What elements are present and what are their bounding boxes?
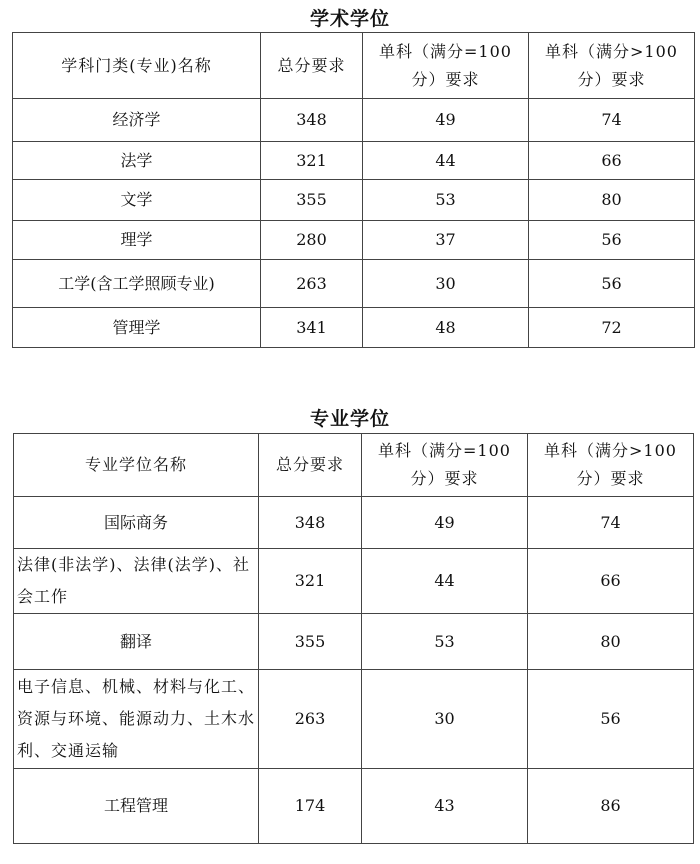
table-row xyxy=(13,142,695,180)
table-row xyxy=(14,497,694,549)
professional-title: 专业学位 xyxy=(309,408,390,430)
single-score-100: 43 xyxy=(362,769,528,844)
table-row xyxy=(14,670,694,769)
academic-header-total: 总分要求 xyxy=(261,33,363,99)
professional-table xyxy=(13,433,694,844)
academic-header-single100: 单科（满分=100 分）要求 xyxy=(363,33,529,99)
single-score-over100: 80 xyxy=(528,614,694,670)
table-row xyxy=(14,769,694,844)
total-score: 321 xyxy=(261,142,363,180)
table-row xyxy=(13,260,695,308)
academic-header-name: 学科门类(专业)名称 xyxy=(13,33,261,99)
table-row xyxy=(13,308,695,348)
professional-header-name: 专业学位名称 xyxy=(14,434,259,497)
major-name: 法学 xyxy=(13,142,261,180)
single-score-100: 37 xyxy=(363,221,529,260)
professional-header-row xyxy=(14,434,694,497)
degree-name: 工程管理 xyxy=(14,769,259,844)
total-score: 263 xyxy=(259,670,362,769)
degree-name: 国际商务 xyxy=(14,497,259,549)
total-score: 355 xyxy=(259,614,362,670)
single-score-over100: 66 xyxy=(528,549,694,614)
major-name: 经济学 xyxy=(13,99,261,142)
table-row xyxy=(13,221,695,260)
major-name: 管理学 xyxy=(13,308,261,348)
degree-name: 翻译 xyxy=(14,614,259,670)
major-name: 工学(含工学照顾专业) xyxy=(13,260,261,308)
academic-table xyxy=(12,32,695,348)
professional-header-single-over100: 单科（满分>100 分）要求 xyxy=(528,434,694,497)
single-score-over100: 56 xyxy=(528,670,694,769)
single-score-over100: 56 xyxy=(529,260,695,308)
total-score: 280 xyxy=(261,221,363,260)
single-score-100: 44 xyxy=(362,549,528,614)
single-score-over100: 74 xyxy=(528,497,694,549)
table-row xyxy=(14,549,694,614)
professional-header-total: 总分要求 xyxy=(259,434,362,497)
total-score: 263 xyxy=(261,260,363,308)
total-score: 348 xyxy=(261,99,363,142)
professional-header-single100: 单科（满分=100 分）要求 xyxy=(362,434,528,497)
single-score-over100: 66 xyxy=(529,142,695,180)
single-score-over100: 86 xyxy=(528,769,694,844)
single-score-100: 49 xyxy=(362,497,528,549)
total-score: 321 xyxy=(259,549,362,614)
single-score-100: 44 xyxy=(363,142,529,180)
single-score-100: 48 xyxy=(363,308,529,348)
single-score-over100: 56 xyxy=(529,221,695,260)
single-score-100: 53 xyxy=(362,614,528,670)
single-score-over100: 80 xyxy=(529,180,695,221)
table-row xyxy=(14,614,694,670)
total-score: 341 xyxy=(261,308,363,348)
degree-name: 法律(非法学)、法律(法学)、社会工作 xyxy=(14,549,259,614)
table-row xyxy=(13,99,695,142)
academic-header-row xyxy=(13,33,695,99)
total-score: 174 xyxy=(259,769,362,844)
total-score: 348 xyxy=(259,497,362,549)
single-score-100: 30 xyxy=(363,260,529,308)
academic-title: 学术学位 xyxy=(309,8,390,30)
academic-header-single-over100: 单科（满分>100 分）要求 xyxy=(529,33,695,99)
single-score-100: 49 xyxy=(363,99,529,142)
single-score-100: 30 xyxy=(362,670,528,769)
table-row xyxy=(13,180,695,221)
total-score: 355 xyxy=(261,180,363,221)
major-name: 理学 xyxy=(13,221,261,260)
single-score-over100: 74 xyxy=(529,99,695,142)
degree-name: 电子信息、机械、材料与化工、资源与环境、能源动力、土木水利、交通运输 xyxy=(14,670,259,769)
major-name: 文学 xyxy=(13,180,261,221)
single-score-100: 53 xyxy=(363,180,529,221)
single-score-over100: 72 xyxy=(529,308,695,348)
